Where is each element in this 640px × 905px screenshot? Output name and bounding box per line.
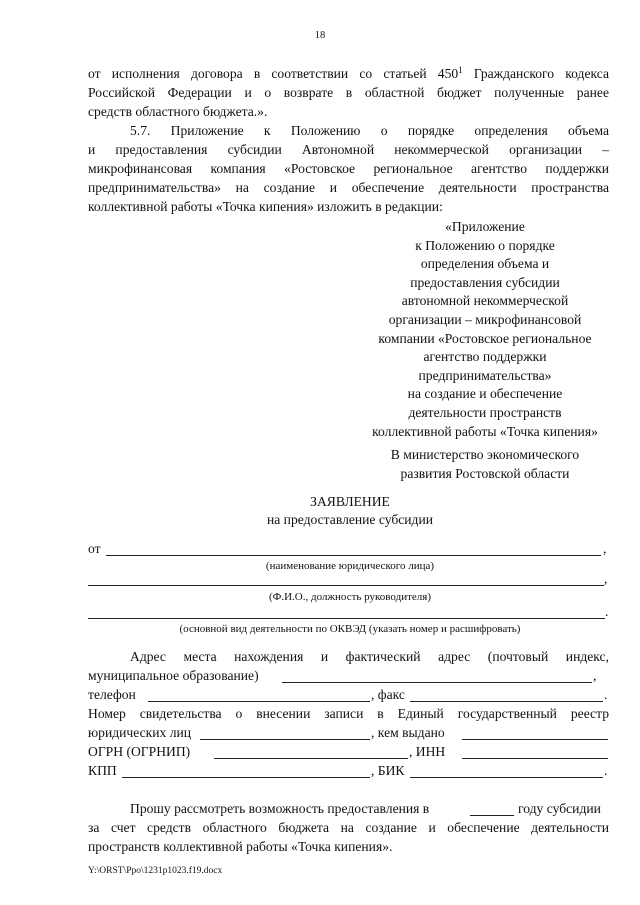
form-title: ЗАЯВЛЕНИЕ: [310, 494, 390, 509]
para-line-3: микрофинансовая компания «Ростовское региональное агентство поддержки: [88, 161, 609, 176]
org-name-field[interactable]: [106, 555, 601, 556]
bik-label: , БИК: [371, 763, 405, 778]
cert-number-field[interactable]: [200, 739, 370, 740]
para-line-1: 5.7. Приложение к Положению о порядке определения объема: [130, 123, 609, 138]
appendix-header: «Приложение к Положению о порядке определения объема и предоставления субсидии автономной некоммерческой организации – микрофинансовой компании «Ростовское региональное агентство поддержки предпринимательства» на создание и обеспечение деятельности пространств коллективной работы «Точка кипения»: [372, 219, 598, 439]
comma: ,: [604, 571, 608, 586]
fax-field[interactable]: [410, 701, 603, 702]
phone-label: телефон: [88, 687, 136, 702]
inn-label: , ИНН: [409, 744, 446, 759]
intro-line-2: Российской Федерации и о возврате в областной бюджет полученные ранее: [88, 85, 609, 100]
issued-by-field[interactable]: [462, 739, 608, 740]
kpp-field[interactable]: [122, 777, 370, 778]
from-label: от: [88, 541, 101, 556]
comma: ,: [593, 668, 597, 683]
phone-field[interactable]: [148, 701, 370, 702]
request-line-2: за счет средств областного бюджета на создание и обеспечение деятельности: [88, 820, 609, 835]
intro-line-3: средств областного бюджета.».: [88, 104, 268, 119]
period: .: [605, 604, 609, 619]
hint-fio: (Ф.И.О., должность руководителя): [269, 591, 431, 603]
inn-field[interactable]: [462, 758, 608, 759]
issued-label: , кем выдано: [371, 725, 445, 740]
request-line-3: пространств коллективной работы «Точка кипения».: [88, 839, 393, 854]
address-line-2: муниципальное образование): [88, 668, 259, 683]
kpp-label: КПП: [88, 763, 117, 778]
para-line-5: коллективной работы «Точка кипения» изложить в редакции:: [88, 199, 443, 214]
cert-line-1: Номер свидетельства о внесении записи в Единый государственный реестр: [88, 706, 609, 721]
period: .: [604, 763, 608, 778]
request-line-1-post: году субсидии: [518, 801, 601, 816]
address-line-1: Адрес места нахождения и фактический адрес (почтовый индекс,: [130, 649, 609, 664]
year-field[interactable]: [470, 815, 514, 816]
period: .: [604, 687, 608, 702]
intro-line-1: от исполнения договора в соответствии со статьей $450^1$ Гражданского кодекса: [88, 65, 609, 81]
form-subtitle: на предоставление субсидии: [266, 512, 434, 527]
cert-line-2: юридических лиц: [88, 725, 192, 740]
para-line-4: предпринимательства» на создание и обеспечение деятельности пространства: [88, 180, 609, 195]
ogrn-label: ОГРН (ОГРНИП): [88, 744, 191, 759]
footer-file-path: Y:\ORST\Ppo\1231p1023.f19.docx: [88, 866, 223, 876]
page-number: 18: [314, 30, 326, 41]
fio-field[interactable]: [88, 585, 604, 586]
addressee: В министерство экономического развития Ростовской области: [390, 447, 580, 481]
hint-okved: (основной вид деятельности по ОКВЭД (указать номер и расшифровать): [179, 623, 521, 635]
address-field[interactable]: [282, 682, 592, 683]
bik-field[interactable]: [410, 777, 603, 778]
fax-label: , факс: [371, 687, 405, 702]
ogrn-field[interactable]: [214, 758, 408, 759]
comma: ,: [603, 541, 607, 556]
para-line-2: и предоставления субсидии Автономной некоммерческой организации –: [88, 142, 609, 157]
request-line-1-pre: Прошу рассмотреть возможность предоставления в: [130, 801, 430, 816]
okved-field[interactable]: [88, 618, 605, 619]
hint-org: (наименование юридического лица): [265, 560, 435, 572]
